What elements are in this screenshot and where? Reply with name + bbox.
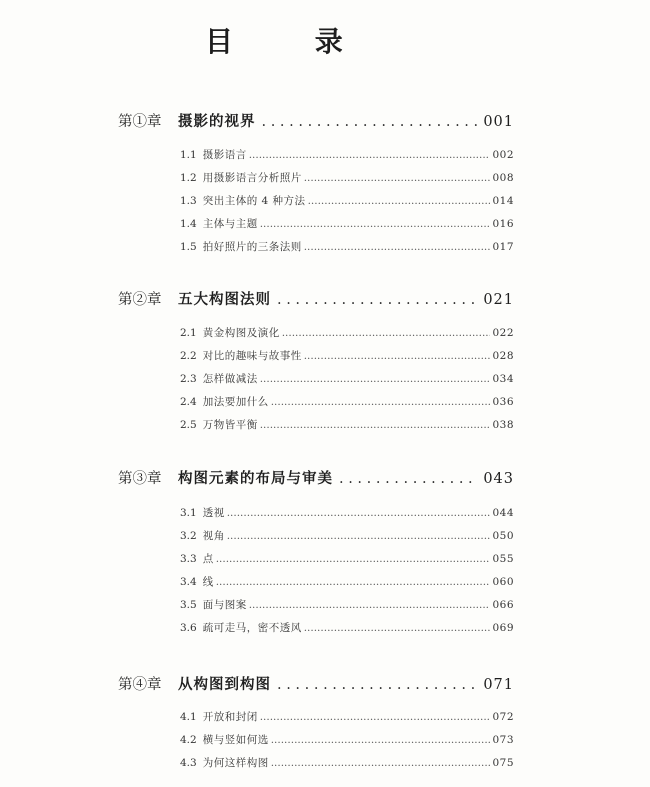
section-number: 1.2 [180, 172, 197, 184]
toc-entry[interactable] [180, 505, 514, 521]
section-title: 疏可走马，密不透风 [202, 622, 302, 634]
leader-dots [304, 241, 491, 253]
section-number: 2.5 [180, 419, 197, 431]
section-title: 线 [202, 576, 214, 588]
leader-dots [277, 677, 477, 693]
leader-dots [249, 149, 491, 161]
toc-entry[interactable] [180, 147, 514, 163]
section-title: 视角 [202, 530, 225, 542]
toc-entry[interactable] [180, 348, 514, 364]
section-number: 2.3 [180, 373, 197, 385]
section-number: 1.3 [180, 195, 197, 207]
section-page: 038 [492, 419, 514, 431]
section-number: 3.5 [180, 599, 197, 611]
leader-dots [260, 218, 491, 230]
toc-entry[interactable] [180, 597, 514, 613]
leader-dots [227, 530, 491, 542]
chapter-heading[interactable] [118, 110, 514, 132]
section-page: 072 [492, 711, 514, 723]
toc-entry[interactable] [180, 371, 514, 387]
section-page: 060 [492, 576, 514, 588]
chapter-number: 第③章 [118, 471, 162, 487]
chapter-page: 001 [483, 114, 514, 130]
section-title: 点 [202, 553, 214, 565]
chapter-page: 021 [483, 292, 514, 308]
section-page: 028 [492, 350, 514, 362]
section-title: 加法要加什么 [202, 396, 269, 408]
leader-dots [339, 471, 477, 487]
leader-dots [262, 114, 478, 130]
toc-entry[interactable] [180, 325, 514, 341]
section-title: 突出主体的 4 种方法 [202, 195, 306, 207]
section-page: 014 [492, 195, 514, 207]
section-number: 1.5 [180, 241, 197, 253]
section-page: 017 [492, 241, 514, 253]
section-page: 022 [492, 327, 514, 339]
leader-dots [277, 292, 477, 308]
toc-entry[interactable] [180, 193, 514, 209]
section-number: 4.2 [180, 734, 197, 746]
leader-dots [304, 172, 491, 184]
leader-dots [249, 599, 491, 611]
toc-entry[interactable] [180, 620, 514, 636]
toc-entry[interactable] [180, 394, 514, 410]
toc-entry[interactable] [180, 170, 514, 186]
section-number: 3.4 [180, 576, 197, 588]
chapter-heading[interactable] [118, 673, 514, 695]
leader-dots [216, 576, 491, 588]
section-page: 050 [492, 530, 514, 542]
leader-dots [304, 350, 491, 362]
toc-entry[interactable] [180, 574, 514, 590]
chapter-number: 第①章 [118, 114, 162, 130]
section-page: 034 [492, 373, 514, 385]
section-number: 2.2 [180, 350, 197, 362]
leader-dots [282, 327, 491, 339]
leader-dots [271, 734, 491, 746]
leader-dots [308, 195, 491, 207]
chapter-heading[interactable] [118, 288, 514, 310]
leader-dots [216, 553, 491, 565]
chapter-title: 从构图到构图 [178, 676, 271, 693]
section-page: 016 [492, 218, 514, 230]
section-page: 036 [492, 396, 514, 408]
section-page: 044 [492, 507, 514, 519]
section-title: 横与竖如何选 [202, 734, 269, 746]
leader-dots [304, 622, 491, 634]
section-title: 透视 [202, 507, 225, 519]
leader-dots [260, 711, 491, 723]
leader-dots [260, 419, 491, 431]
toc-entry[interactable] [180, 239, 514, 255]
section-title: 用摄影语言分析照片 [202, 172, 302, 184]
section-page: 075 [492, 757, 514, 769]
leader-dots [271, 757, 491, 769]
section-page: 002 [492, 149, 514, 161]
section-title: 摄影语言 [202, 149, 247, 161]
section-number: 4.1 [180, 711, 197, 723]
toc-entry[interactable] [180, 528, 514, 544]
chapter-heading[interactable] [118, 467, 514, 489]
toc-entry[interactable] [180, 216, 514, 232]
section-number: 4.3 [180, 757, 197, 769]
section-number: 3.1 [180, 507, 197, 519]
leader-dots [227, 507, 491, 519]
section-page: 073 [492, 734, 514, 746]
section-title: 为何这样构图 [202, 757, 269, 769]
chapter-title: 构图元素的布局与审美 [178, 470, 333, 487]
section-number: 3.2 [180, 530, 197, 542]
section-title: 开放和封闭 [202, 711, 258, 723]
chapter-number: 第②章 [118, 292, 162, 308]
section-number: 2.4 [180, 396, 197, 408]
section-page: 069 [492, 622, 514, 634]
section-number: 1.1 [180, 149, 197, 161]
section-page: 008 [492, 172, 514, 184]
section-page: 066 [492, 599, 514, 611]
toc-entry[interactable] [180, 551, 514, 567]
section-title: 面与图案 [202, 599, 247, 611]
section-title: 主体与主题 [202, 218, 258, 230]
section-title: 对比的趣味与故事性 [202, 350, 302, 362]
toc-entry[interactable] [180, 755, 514, 771]
toc-entry[interactable] [180, 709, 514, 725]
page-title: 目 录 [205, 25, 379, 58]
section-title: 拍好照片的三条法则 [202, 241, 302, 253]
toc-entry[interactable] [180, 417, 514, 433]
chapter-page: 071 [483, 677, 514, 693]
toc-entry[interactable] [180, 732, 514, 748]
section-number: 3.3 [180, 553, 197, 565]
chapter-page: 043 [483, 471, 514, 487]
section-number: 2.1 [180, 327, 197, 339]
section-title: 万物皆平衡 [202, 419, 258, 431]
section-page: 055 [492, 553, 514, 565]
section-number: 3.6 [180, 622, 197, 634]
chapter-title: 摄影的视界 [178, 113, 256, 130]
section-number: 1.4 [180, 218, 197, 230]
section-title: 黄金构图及演化 [202, 327, 280, 339]
chapter-number: 第④章 [118, 677, 162, 693]
leader-dots [260, 373, 491, 385]
chapter-title: 五大构图法则 [178, 291, 271, 308]
section-title: 怎样做减法 [202, 373, 258, 385]
leader-dots [271, 396, 491, 408]
